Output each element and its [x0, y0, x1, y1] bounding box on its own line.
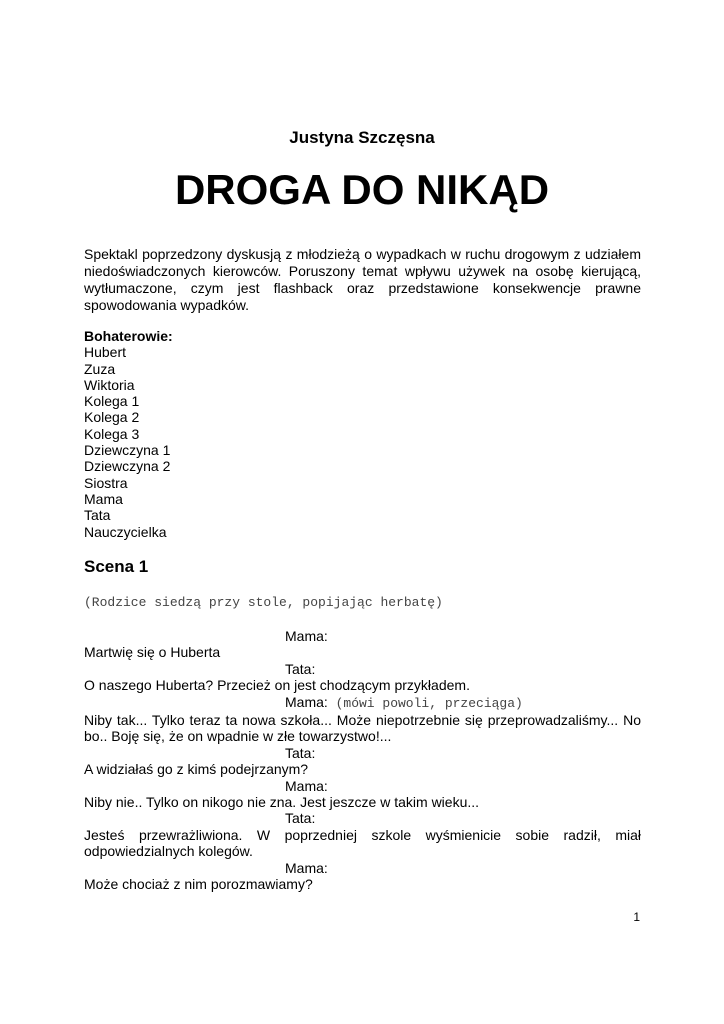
dialog-line: Martwię się o Huberta [84, 644, 221, 661]
cast-members [84, 344, 384, 540]
cast-member: Kolega 2 [84, 409, 140, 426]
speaker-name: Mama: [285, 859, 328, 876]
dialog-line: O naszego Huberta? Przecież on jest chodzącym przykładem. [84, 677, 470, 694]
cast-member: Mama [84, 490, 123, 507]
dialog-line: Jesteś przewrażliwiona. W poprzedniej szkole wyśmienicie sobie radził, miał odpowiedzialnych kolegów. [84, 826, 641, 860]
speaker-label [84, 628, 641, 644]
dialog-line: Niby nie.. Tylko on nikogo nie zna. Jest jeszcze w takim wieku... [84, 794, 480, 811]
cast-member: Siostra [84, 474, 128, 491]
cast-heading: Bohaterowie: [84, 328, 173, 344]
speaker-label [84, 860, 641, 876]
dialog-line: A widziałaś go z kimś podejrzanym? [84, 761, 309, 778]
speaker-label [84, 745, 641, 761]
cast-member: Wiktoria [84, 376, 135, 393]
cast-member: Tata [84, 507, 111, 524]
speaker-name: Tata: [285, 744, 316, 761]
stage-direction: (Rodzice siedzą przy stole, popijając herbatę) [84, 595, 443, 610]
speaker-label [84, 810, 641, 826]
speaker-label [84, 661, 641, 677]
play-title: DROGA DO NIKĄD [174, 166, 550, 213]
cast-member: Dziewczyna 1 [84, 442, 171, 459]
cast-member: Nauczycielka [84, 523, 167, 540]
author-name: Justyna Szczęsna [289, 128, 435, 147]
cast-member: Zuza [84, 360, 116, 377]
speaker-direction: (mówi powoli, przeciąga) [327, 695, 523, 711]
speaker-name: Mama: [285, 628, 328, 644]
speaker-name: Tata: [285, 810, 316, 827]
cast-member: Kolega 1 [84, 393, 140, 410]
dialog-line: Może chociaż z nim porozmawiamy? [84, 876, 313, 893]
speaker-label [84, 694, 641, 712]
page-number: 1 [633, 910, 640, 924]
cast-member: Hubert [84, 344, 127, 361]
speaker-name: Mama: [285, 693, 328, 710]
speaker-name: Mama: [285, 777, 328, 794]
cast-list [84, 328, 384, 540]
speaker-name: Tata: [285, 660, 316, 677]
cast-member: Kolega 3 [84, 425, 140, 442]
cast-member: Dziewczyna 2 [84, 458, 171, 475]
scene-title: Scena 1 [84, 557, 149, 576]
intro-paragraph: Spektakl poprzedzony dyskusją z młodzieżą o wypadkach w ruchu drogowym z udziałem niedoświadczonych kierowców. Poruszony temat wpływu używek na osobę kierującą, wytłumaczone, czym jest flashback oraz przedstawione konsekwencje prawne spowodowania wypadków. [84, 246, 641, 313]
dialog-line: Niby tak... Tylko teraz ta nowa szkoła... Może niepotrzebnie się przeprowadzaliśmy... No bo.. Boję się, że on wpadnie w złe towarzystwo!... [84, 712, 641, 745]
speaker-label [84, 778, 641, 794]
dialog [84, 628, 641, 893]
